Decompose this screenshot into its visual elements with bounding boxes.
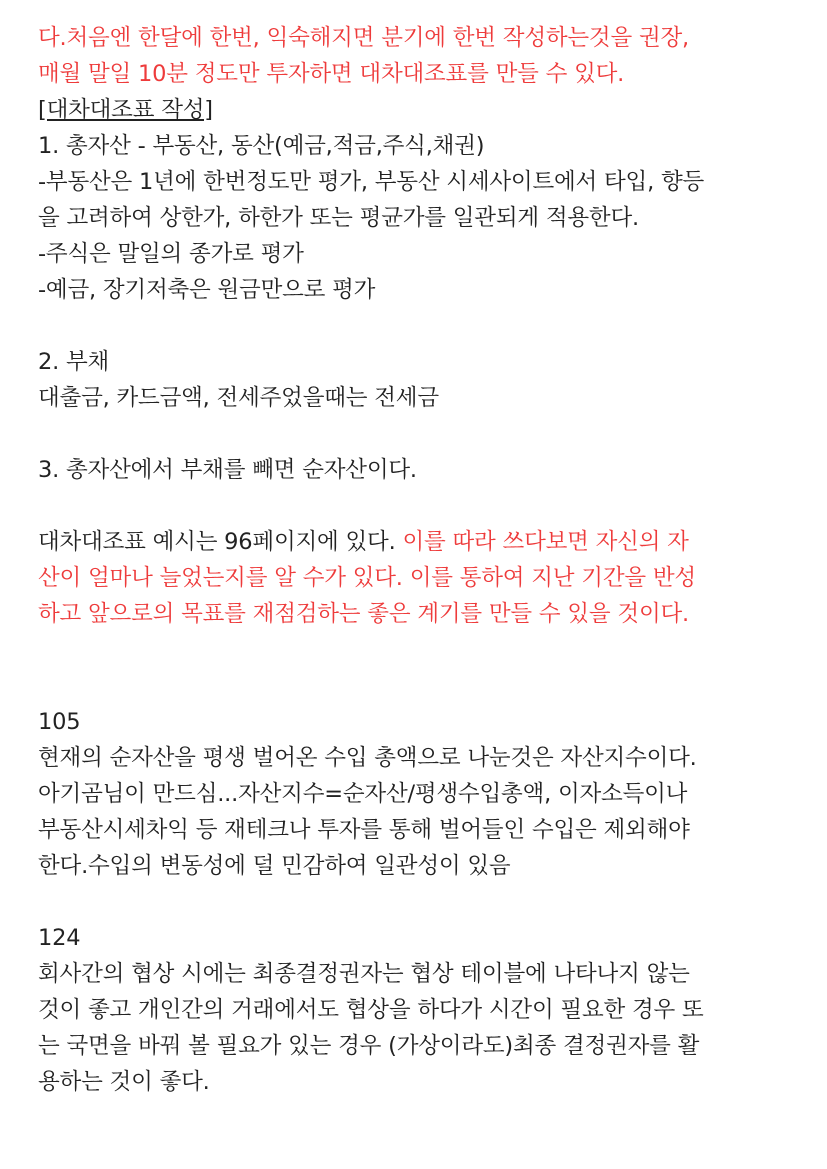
intro-line: 다.처음엔 한달에 한번, 익숙해지면 분기에 한번 작성하는것을 권장, [38, 25, 689, 51]
assets-line: 을 고려하여 상한가, 하한가 또는 평균가를 일관되게 적용한다. [38, 205, 639, 231]
spacer [38, 632, 808, 704]
example-line [38, 524, 808, 560]
spacer [38, 308, 808, 344]
assets-line: -예금, 장기저축은 원금만으로 평가 [38, 277, 376, 303]
page124-line: 것이 좋고 개인간의 거래에서도 협상을 하다가 시간이 필요한 경우 또 [38, 997, 704, 1023]
assets-line: -주식은 말일의 종가로 평가 [38, 241, 304, 267]
page105-line: 한다.수입의 변동성에 덜 민감하여 일관성이 있음 [38, 853, 511, 879]
example-line: 산이 얼마나 늘었는지를 알 수가 있다. 이를 통하여 지난 기간을 반성 [38, 565, 696, 591]
section-title: [대차대조표 작성] [38, 97, 213, 123]
page105-line: 부동산시세차익 등 재테크나 투자를 통해 벌어들인 수입은 제외해야 [38, 817, 690, 843]
assets-line: -부동산은 1년에 한번정도만 평가, 부동산 시세사이트에서 타입, 향등 [38, 169, 705, 195]
page124-line: 용하는 것이 좋다. [38, 1069, 210, 1095]
spacer [38, 884, 808, 920]
page-number-105: 105 [38, 709, 81, 735]
liabilities-line: 대출금, 카드금액, 전세주었을때는 전세금 [38, 385, 439, 411]
example-red-text: 이를 따라 쓰다보면 자신의 자 [402, 529, 689, 555]
spacer [38, 416, 808, 452]
example-black-text: 대차대조표 예시는 96페이지에 있다. [38, 529, 403, 555]
page124-line: 는 국면을 바꿔 볼 필요가 있는 경우 (가상이라도)최종 결정권자를 활 [38, 1033, 700, 1059]
example-line: 하고 앞으로의 목표를 재점검하는 좋은 계기를 만들 수 있을 것이다. [38, 601, 689, 627]
net-assets-heading: 3. 총자산에서 부채를 빼면 순자산이다. [38, 457, 417, 483]
page105-line: 현재의 순자산을 평생 벌어온 수입 총액으로 나눈것은 자산지수이다. [38, 745, 697, 771]
page124-line: 회사간의 협상 시에는 최종결정권자는 협상 테이블에 나타나지 않는 [38, 961, 690, 987]
section-title-row [38, 92, 808, 128]
intro-line: 매월 말일 10분 정도만 투자하면 대차대조표를 만들 수 있다. [38, 61, 625, 87]
liabilities-heading: 2. 부채 [38, 349, 110, 375]
page-number-124: 124 [38, 925, 81, 951]
memo-text-body [38, 20, 808, 1100]
page105-line: 아기곰님이 만드심...자산지수=순자산/평생수입총액, 이자소득이나 [38, 781, 688, 807]
spacer [38, 488, 808, 524]
assets-heading: 1. 총자산 - 부동산, 동산(예금,적금,주식,채권) [38, 133, 485, 159]
